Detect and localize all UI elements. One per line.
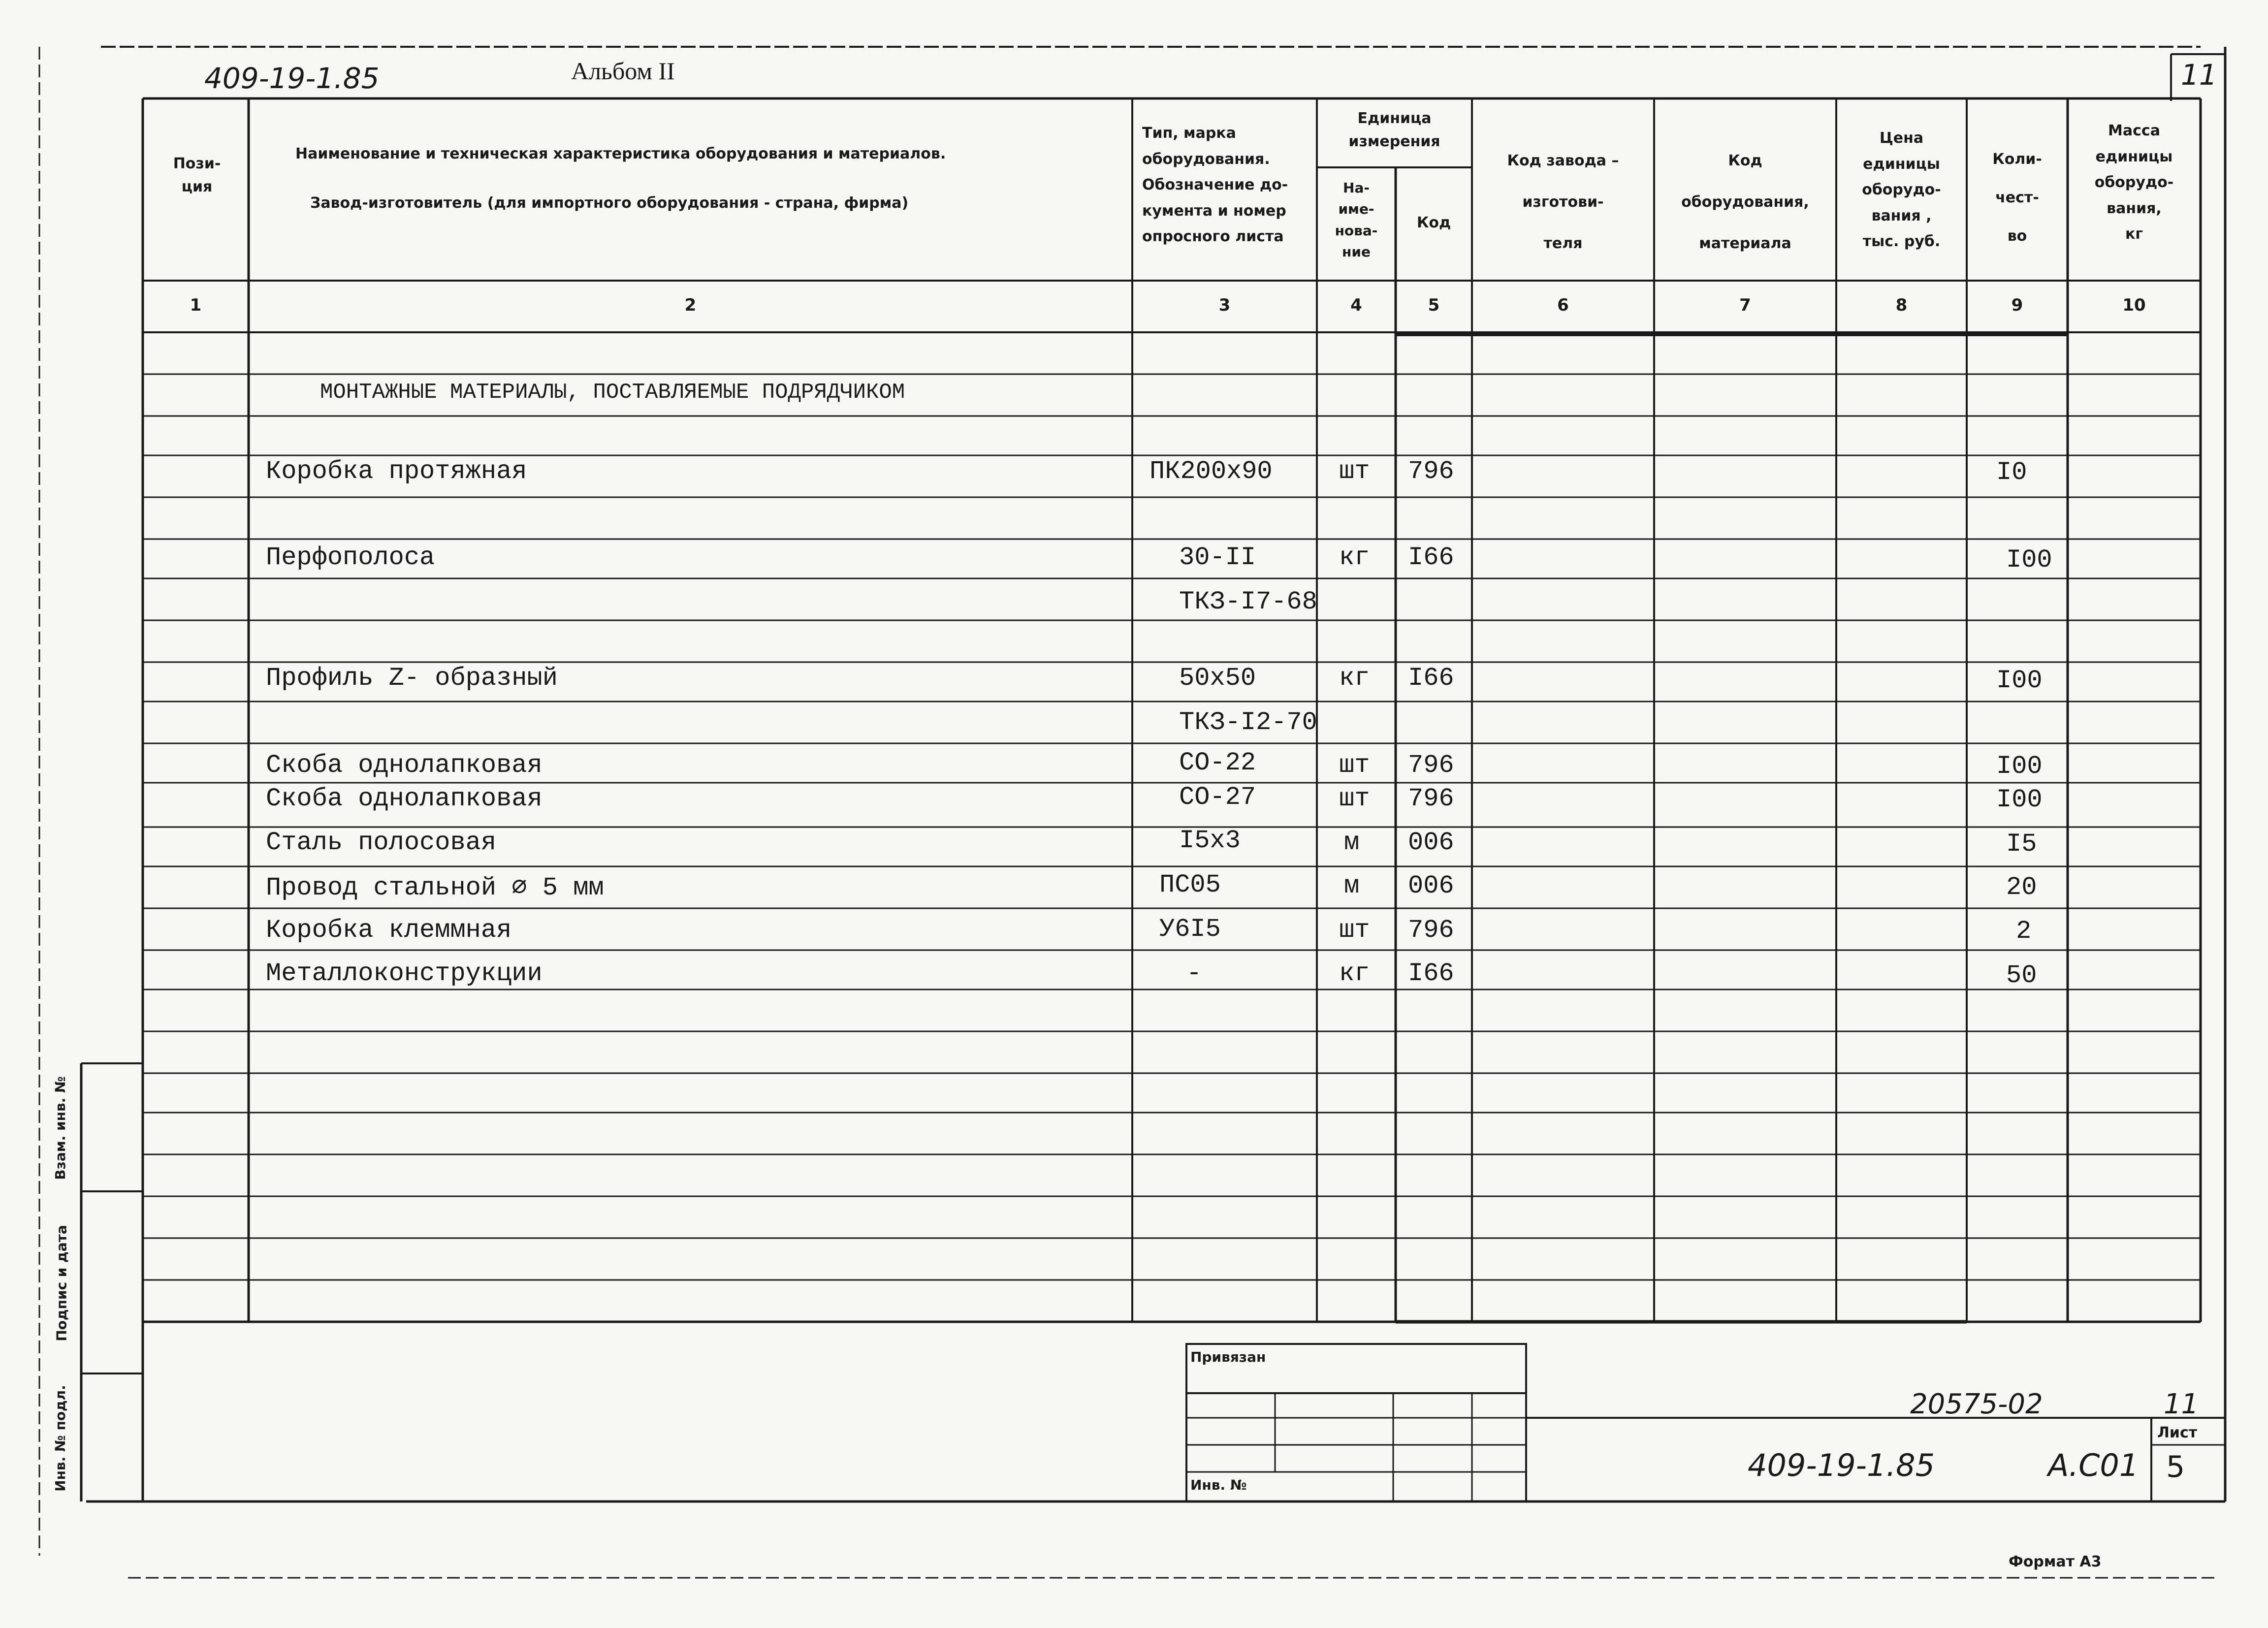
header-factory-code: Код завода – изготови- теля [1507,152,1619,252]
item-qty: I5 [2006,830,2037,859]
item-unit: шт [1339,751,1370,780]
list-number: 5 [2166,1450,2185,1484]
header-quantity: Коли- чест- во [1992,151,2042,245]
item-unit: кг [1339,664,1370,693]
item-qty: I00 [2006,545,2052,575]
item-type: 50х50 [1179,664,1256,693]
sheet-corner-number: 11 [2181,58,2217,92]
header-name-line1: Наименование и техническая характеристика оборудования и материалов. [295,145,946,162]
column-number: 9 [2011,295,2023,315]
item-unit-code: I66 [1408,959,1454,988]
section-title: МОНТАЖНЫЕ МАТЕРИАЛЫ, ПОСТАВЛЯЕМЫЕ ПОДРЯДЧИКОМ [320,380,905,405]
item-name: Сталь полосовая [266,828,497,857]
list-label: Лист [2157,1424,2198,1441]
item-type: СО-22 [1179,748,1256,777]
stamp-sheet-top: 11 [2164,1388,2199,1420]
header-unit-code: Код [1416,214,1451,231]
item-unit-code: I66 [1408,543,1454,572]
stamp-number: 20575-02 [1910,1388,2043,1420]
item-type: ПС05 [1159,870,1221,899]
side-label-podpis: Подпис и дата [53,1225,70,1341]
item-name: Провод стальной ⌀ 5 мм [266,873,604,902]
column-number: 5 [1428,295,1440,315]
header-equipment-code: Код оборудования, материала [1681,152,1809,252]
item-unit-code: 006 [1408,828,1454,857]
item-qty: 50 [2006,961,2037,990]
header-unit: Единица измерения [1348,110,1440,150]
column-number: 7 [1739,295,1751,315]
item-qty: 20 [2006,873,2037,902]
item-unit: кг [1339,959,1370,988]
item-unit: шт [1339,916,1370,945]
item-unit: кг [1339,543,1370,572]
item-name: Скоба однолапковая [266,751,543,780]
item-name: Коробка протяжная [266,457,527,486]
item-unit: м [1344,828,1360,857]
column-number: 4 [1350,295,1362,315]
side-label-vzam: Взам. инв. № [52,1076,68,1180]
item-unit-code: I66 [1408,664,1454,693]
header-name-line2: Завод-изготовитель (для импортного оборудования - страна, фирма) [310,194,909,212]
item-qty: I0 [1996,458,2027,487]
column-number: 3 [1218,295,1231,315]
doc-code-top: 409-19-1.85 [204,62,380,95]
item-unit: шт [1339,784,1370,813]
album-label: Альбом II [571,57,675,85]
header-price: Цена единицы оборудо- вания , тыс. руб. [1862,129,1941,250]
item-type: У6I5 [1159,915,1221,944]
item-qty: I00 [1996,666,2043,695]
inv-no-label: Инв. № [1190,1477,1247,1493]
item-unit-code: 796 [1408,784,1454,813]
column-number: 1 [190,295,202,315]
item-unit-code: 796 [1408,457,1454,486]
format-label: Формат А3 [2009,1553,2102,1570]
item-unit-code: 006 [1408,871,1454,900]
item-unit: м [1344,871,1360,900]
item-type: - [1186,959,1202,988]
item-unit: шт [1339,457,1370,486]
stamp-album-code: А.С01 [2048,1447,2139,1483]
column-number: 2 [684,295,697,315]
column-number: 10 [2122,295,2146,315]
item-name: Перфополоса [266,543,435,572]
item-type: ТКЗ-I7-68 [1179,587,1317,616]
item-name: Профиль Z- образный [266,664,558,693]
item-qty: 2 [2016,917,2032,946]
item-name: Коробка клеммная [266,916,512,945]
header-position: Пози- ция [173,155,221,195]
item-qty: I00 [1996,785,2043,814]
item-unit-code: 796 [1408,751,1454,780]
item-unit-code: 796 [1408,916,1454,945]
side-label-inv-podl: Инв. № подл. [52,1385,68,1492]
column-number: 8 [1895,295,1908,315]
header-mass: Масса единицы оборудо- вания, кг [2094,122,2174,243]
item-qty: I00 [1996,752,2043,781]
item-name: Скоба однолапковая [266,784,543,813]
item-type: 30-II [1179,543,1256,572]
stamp-doc-code: 409-19-1.85 [1748,1447,1935,1483]
item-name: Металлоконструкции [266,959,543,988]
header-type: Тип, марка оборудования. Обозначение до- кумента и номер опросного листа [1142,125,1288,245]
privyazan-label: Привязан [1190,1349,1266,1365]
item-type: СО-27 [1179,783,1256,812]
header-unit-name: На- име- нова- ние [1335,180,1378,260]
item-type: I5х3 [1179,826,1241,855]
item-type: ПК200х90 [1150,457,1273,486]
column-number: 6 [1557,295,1569,315]
item-type: ТКЗ-I2-70 [1179,708,1317,737]
